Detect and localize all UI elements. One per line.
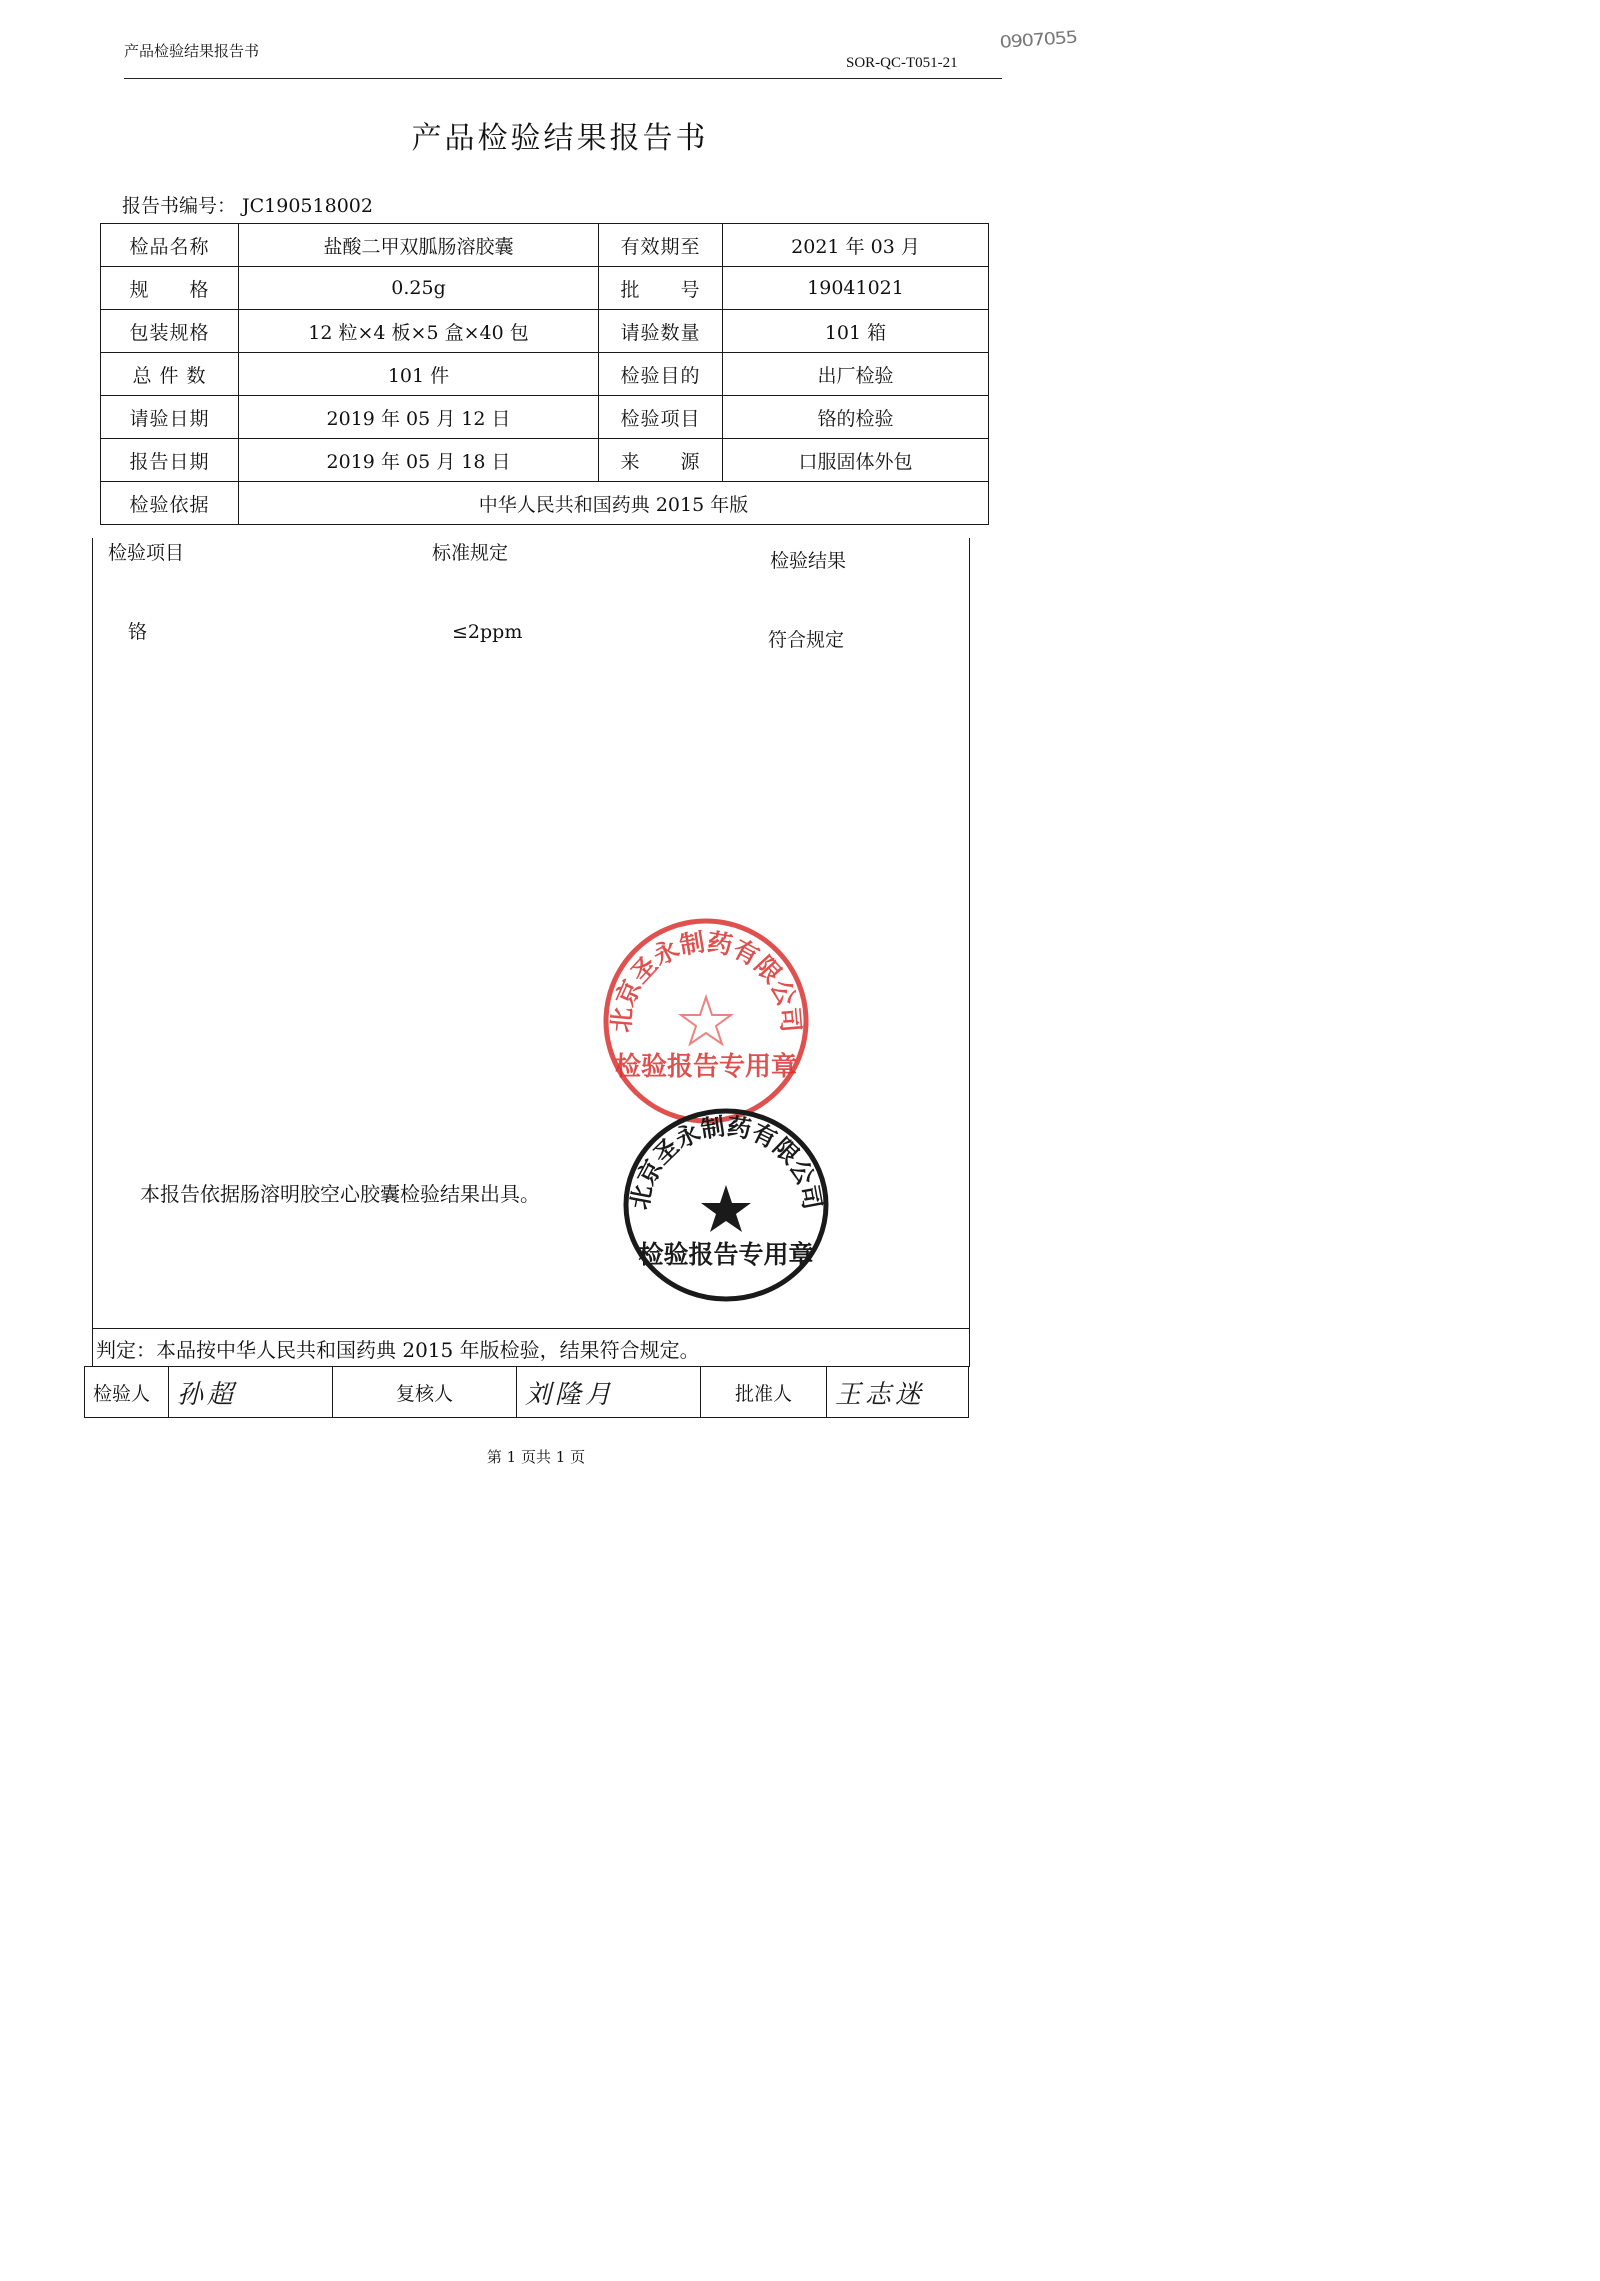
- signature-row: [85, 1367, 969, 1418]
- running-header-title: 产品检验结果报告书: [124, 42, 260, 60]
- info-row: [101, 310, 989, 353]
- reviewer-signature: 刘隆月: [517, 1367, 701, 1418]
- info-row: [101, 482, 989, 525]
- report-date-value: 2019 年 05 月 18 日: [239, 439, 599, 482]
- results-frame: [92, 538, 970, 1328]
- report-number-label: 报告书编号：: [122, 195, 237, 217]
- request-date-value: 2019 年 05 月 12 日: [239, 396, 599, 439]
- signature-table: [84, 1366, 969, 1418]
- expiry-label: 有效期至: [599, 224, 723, 267]
- reviewer-label: 复核人: [333, 1367, 517, 1418]
- info-row: [101, 353, 989, 396]
- form-code: SOR-QC-T051-21: [846, 55, 958, 71]
- report-date-label: 报告日期: [101, 439, 239, 482]
- header-rule: [124, 78, 1002, 79]
- verdict-text: 判定：本品按中华人民共和国药典 2015 年版检验，结果符合规定。: [96, 1338, 700, 1362]
- batch-label: 批 号: [599, 267, 723, 310]
- source-label: 来 源: [599, 439, 723, 482]
- inspector-signature: 孙超: [169, 1367, 333, 1418]
- results-header-result: 检验结果: [770, 550, 847, 572]
- inspector-label: 检验人: [85, 1367, 169, 1418]
- packaging-label: 包装规格: [101, 310, 239, 353]
- info-row: [101, 224, 989, 267]
- black-inspection-stamp: [620, 1105, 832, 1305]
- report-number: [122, 191, 373, 218]
- handwritten-code: ⁰⁹⁰⁷⁰⁵⁵: [998, 25, 1079, 66]
- svg-text:检验报告专用章: 检验报告专用章: [614, 1052, 798, 1082]
- results-header-standard: 标准规定: [432, 542, 509, 564]
- purpose-value: 出厂检验: [723, 353, 989, 396]
- spec-label: 规 格: [101, 267, 239, 310]
- product-name-label: 检品名称: [101, 224, 239, 267]
- svg-text:北京圣永制药有限公司: 北京圣永制药有限公司: [606, 927, 806, 1034]
- source-value: 口服固体外包: [723, 439, 989, 482]
- page-footer: 第 1 页共 1 页: [486, 1448, 586, 1466]
- basis-label: 检验依据: [101, 482, 239, 525]
- expiry-value: 2021 年 03 月: [723, 224, 989, 267]
- results-header-item: 检验项目: [108, 542, 185, 564]
- report-number-value: JC190518002: [242, 195, 373, 217]
- info-row: [101, 439, 989, 482]
- batch-value: 19041021: [723, 267, 989, 310]
- result-row-result: 符合规定: [768, 629, 845, 651]
- purpose-label: 检验目的: [599, 353, 723, 396]
- svg-text:检验报告专用章: 检验报告专用章: [638, 1240, 814, 1269]
- report-note: 本报告依据肠溶明胶空心胶囊检验结果出具。: [140, 1182, 540, 1206]
- packaging-value: 12 粒×4 板×5 盒×40 包: [239, 310, 599, 353]
- info-row: [101, 396, 989, 439]
- approver-signature: 王志迷: [827, 1367, 969, 1418]
- approver-label: 批准人: [701, 1367, 827, 1418]
- total-label: 总 件 数: [101, 353, 239, 396]
- test-item-value: 铬的检验: [723, 396, 989, 439]
- result-row-item: 铬: [128, 621, 148, 643]
- total-value: 101 件: [239, 353, 599, 396]
- red-inspection-stamp: [600, 915, 812, 1127]
- product-info-table: [100, 223, 989, 525]
- request-qty-label: 请验数量: [599, 310, 723, 353]
- request-qty-value: 101 箱: [723, 310, 989, 353]
- document-title: 产品检验结果报告书: [411, 121, 709, 156]
- info-row: [101, 267, 989, 310]
- product-name-value: 盐酸二甲双胍肠溶胶囊: [239, 224, 599, 267]
- test-item-label: 检验项目: [599, 396, 723, 439]
- svg-text:北京圣永制药有限公司: 北京圣永制药有限公司: [625, 1112, 827, 1212]
- spec-value: 0.25g: [239, 267, 599, 310]
- request-date-label: 请验日期: [101, 396, 239, 439]
- basis-value: 中华人民共和国药典 2015 年版: [239, 482, 989, 525]
- result-row-standard: ≤2ppm: [452, 621, 523, 643]
